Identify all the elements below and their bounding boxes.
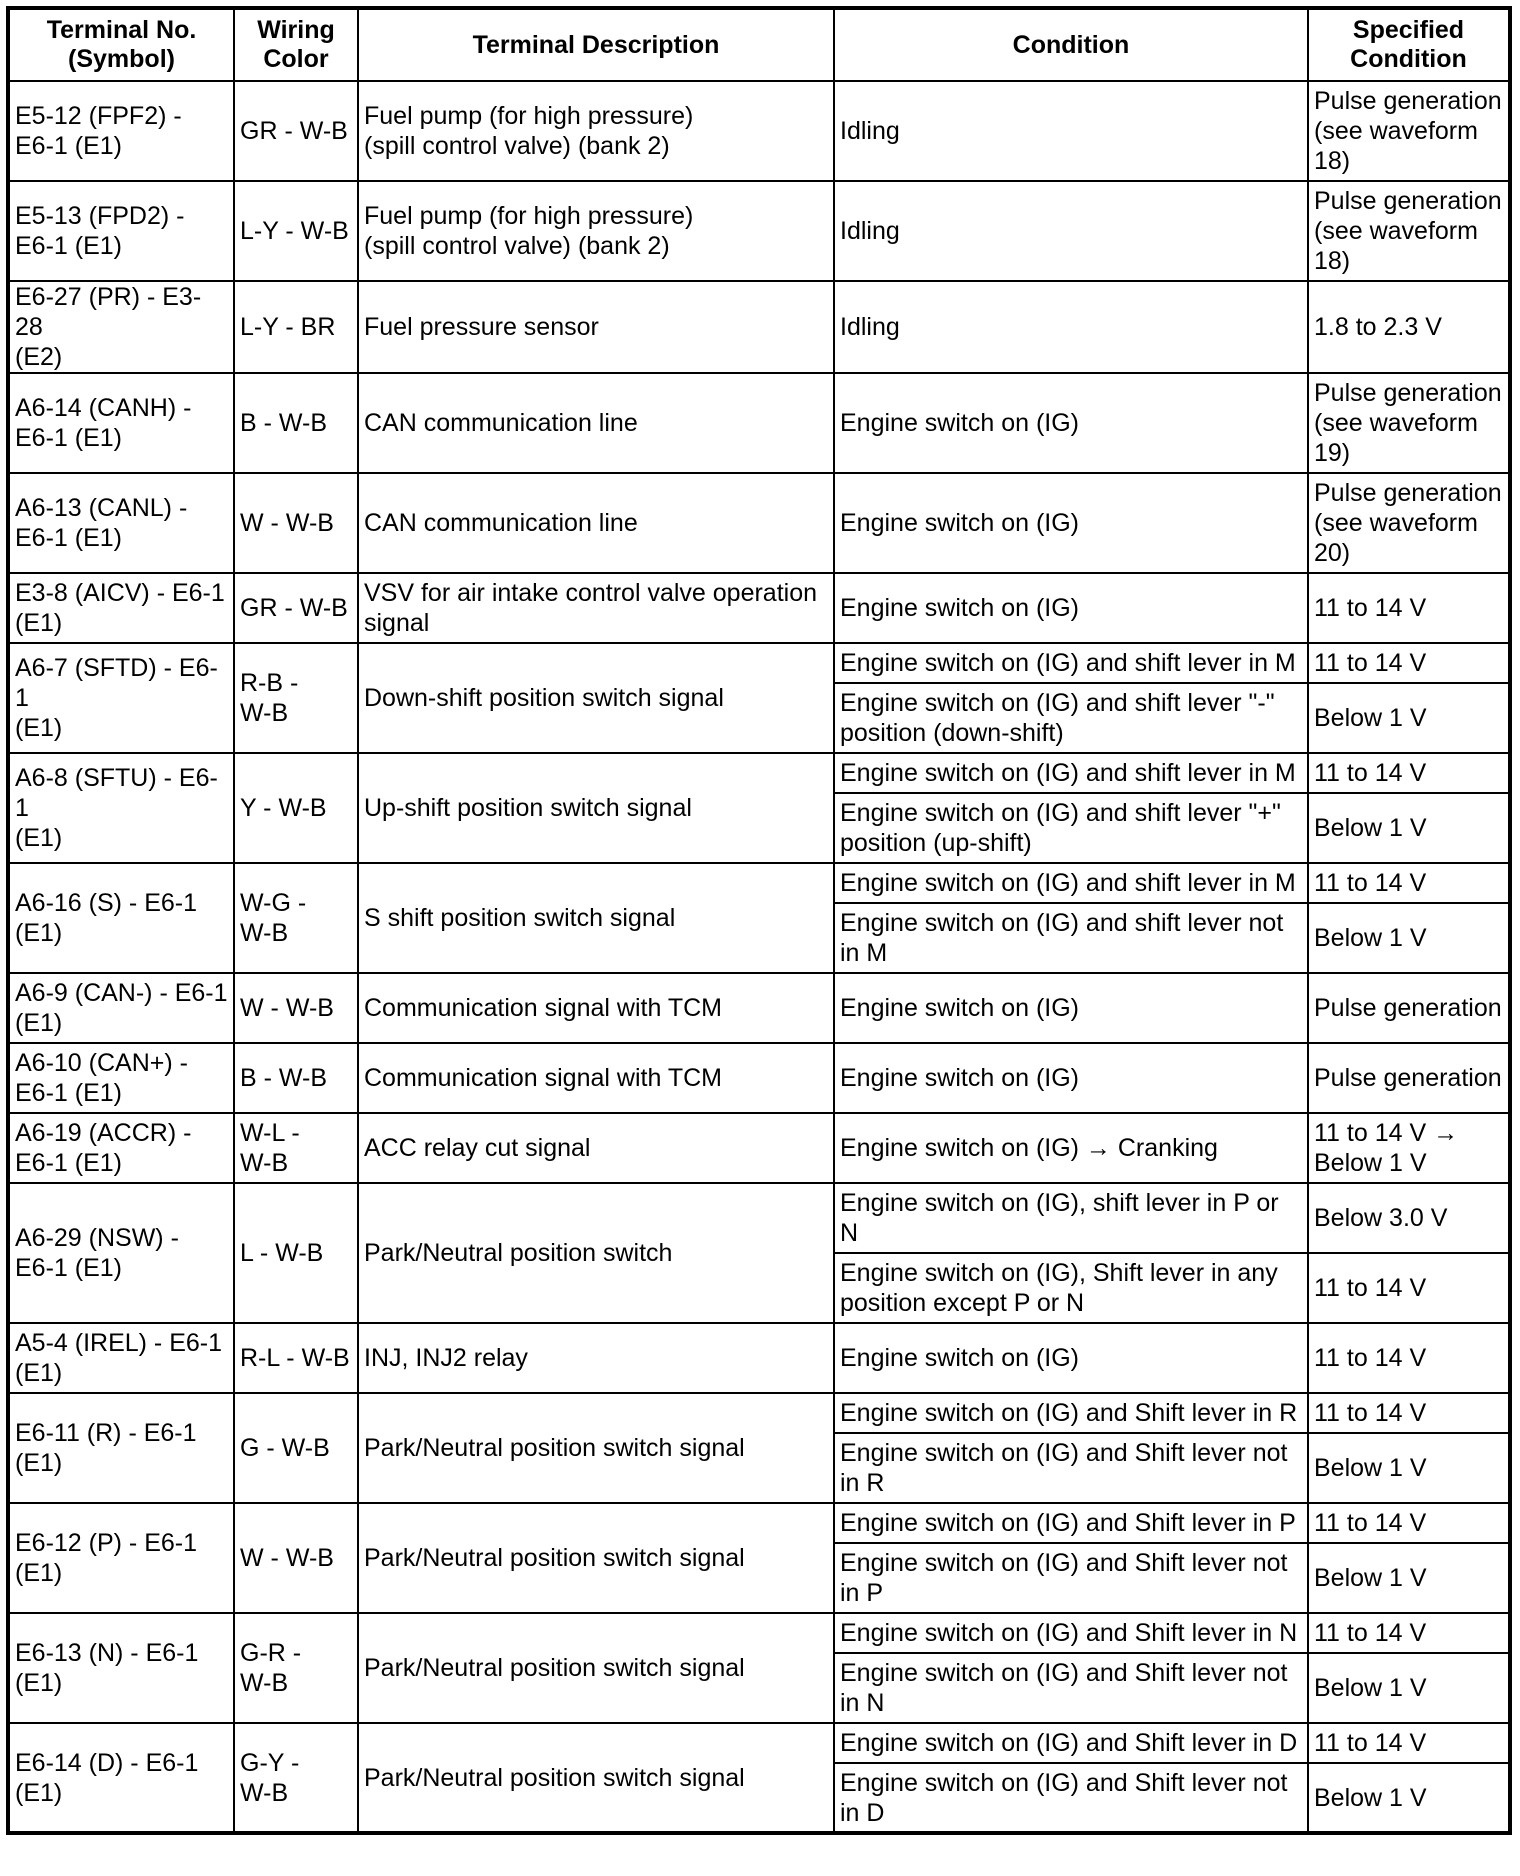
cell-terminal: A6-14 (CANH) - E6-1 (E1) xyxy=(8,373,234,473)
cell-description: Fuel pressure sensor xyxy=(358,281,834,373)
table-row xyxy=(8,573,1510,643)
cell-spec: Below 1 V xyxy=(1308,903,1510,973)
cell-condition: Engine switch on (IG) xyxy=(834,1043,1308,1113)
cell-terminal: E6-14 (D) - E6-1 (E1) xyxy=(8,1723,234,1833)
cell-condition: Engine switch on (IG) and Shift lever in D xyxy=(834,1723,1308,1763)
cell-spec: Below 1 V xyxy=(1308,1653,1510,1723)
cell-description: Park/Neutral position switch signal xyxy=(358,1613,834,1723)
cell-terminal: A6-9 (CAN-) - E6-1 (E1) xyxy=(8,973,234,1043)
cell-spec: Pulse generation (see waveform 18) xyxy=(1308,81,1510,181)
cell-spec: Below 1 V xyxy=(1308,1543,1510,1613)
cell-condition: Engine switch on (IG) and Shift lever in P xyxy=(834,1503,1308,1543)
cell-color: W - W-B xyxy=(234,473,358,573)
cell-condition: Engine switch on (IG) and shift lever "-" position (down-shift) xyxy=(834,683,1308,753)
cell-spec: Pulse generation (see waveform 18) xyxy=(1308,181,1510,281)
cell-condition: Engine switch on (IG) and Shift lever not in N xyxy=(834,1653,1308,1723)
cell-spec: 11 to 14 V xyxy=(1308,753,1510,793)
cell-terminal: E3-8 (AICV) - E6-1 (E1) xyxy=(8,573,234,643)
cell-terminal: A5-4 (IREL) - E6-1 (E1) xyxy=(8,1323,234,1393)
cell-spec: Pulse generation (see waveform 20) xyxy=(1308,473,1510,573)
table-row xyxy=(8,1503,1510,1543)
table-row xyxy=(8,81,1510,181)
cell-spec: Pulse generation (see waveform 19) xyxy=(1308,373,1510,473)
cell-color: G - W-B xyxy=(234,1393,358,1503)
table-row xyxy=(8,863,1510,903)
cell-description: Communication signal with TCM xyxy=(358,973,834,1043)
cell-color: L - W-B xyxy=(234,1183,358,1323)
cell-terminal: A6-29 (NSW) - E6-1 (E1) xyxy=(8,1183,234,1323)
cell-condition: Engine switch on (IG) xyxy=(834,573,1308,643)
cell-terminal: E6-27 (PR) - E3-28 (E2) xyxy=(8,281,234,373)
table-row xyxy=(8,753,1510,793)
cell-spec: Pulse generation xyxy=(1308,973,1510,1043)
cell-description: Park/Neutral position switch xyxy=(358,1183,834,1323)
cell-spec: 11 to 14 V → Below 1 V xyxy=(1308,1113,1510,1183)
cell-description: Up-shift position switch signal xyxy=(358,753,834,863)
cell-spec: 11 to 14 V xyxy=(1308,1723,1510,1763)
cell-description: CAN communication line xyxy=(358,473,834,573)
header-description: Terminal Description xyxy=(358,8,834,81)
cell-condition: Idling xyxy=(834,81,1308,181)
cell-spec: Below 1 V xyxy=(1308,1433,1510,1503)
cell-condition: Engine switch on (IG) and Shift lever in N xyxy=(834,1613,1308,1653)
cell-terminal: E5-12 (FPF2) - E6-1 (E1) xyxy=(8,81,234,181)
cell-terminal: E6-12 (P) - E6-1 (E1) xyxy=(8,1503,234,1613)
cell-terminal: A6-19 (ACCR) - E6-1 (E1) xyxy=(8,1113,234,1183)
cell-description: Fuel pump (for high pressure) (spill control valve) (bank 2) xyxy=(358,181,834,281)
header-specified: Specified Condition xyxy=(1308,8,1510,81)
table-row xyxy=(8,643,1510,683)
header-condition: Condition xyxy=(834,8,1308,81)
cell-description: ACC relay cut signal xyxy=(358,1113,834,1183)
cell-spec: 11 to 14 V xyxy=(1308,1253,1510,1323)
cell-color: GR - W-B xyxy=(234,81,358,181)
cell-condition: Engine switch on (IG) xyxy=(834,973,1308,1043)
cell-color: R-B - W-B xyxy=(234,643,358,753)
table-row xyxy=(8,373,1510,473)
cell-spec: Below 1 V xyxy=(1308,683,1510,753)
cell-color: Y - W-B xyxy=(234,753,358,863)
cell-spec: Below 1 V xyxy=(1308,1763,1510,1833)
cell-terminal: E6-13 (N) - E6-1 (E1) xyxy=(8,1613,234,1723)
header-terminal: Terminal No. (Symbol) xyxy=(8,8,234,81)
cell-description: VSV for air intake control valve operation signal xyxy=(358,573,834,643)
table-row xyxy=(8,1183,1510,1253)
cell-color: GR - W-B xyxy=(234,573,358,643)
cell-description: Park/Neutral position switch signal xyxy=(358,1393,834,1503)
cell-condition: Engine switch on (IG) xyxy=(834,373,1308,473)
header-row xyxy=(8,8,1510,81)
cell-description: Park/Neutral position switch signal xyxy=(358,1503,834,1613)
cell-condition: Engine switch on (IG) xyxy=(834,1323,1308,1393)
cell-color: B - W-B xyxy=(234,1043,358,1113)
cell-spec: Pulse generation xyxy=(1308,1043,1510,1113)
table-row xyxy=(8,1113,1510,1183)
cell-condition: Engine switch on (IG), shift lever in P or N xyxy=(834,1183,1308,1253)
cell-color: W-G - W-B xyxy=(234,863,358,973)
cell-terminal: A6-10 (CAN+) - E6-1 (E1) xyxy=(8,1043,234,1113)
cell-condition: Engine switch on (IG) and shift lever "+" position (up-shift) xyxy=(834,793,1308,863)
cell-terminal: E6-11 (R) - E6-1 (E1) xyxy=(8,1393,234,1503)
cell-terminal: E5-13 (FPD2) - E6-1 (E1) xyxy=(8,181,234,281)
cell-color: G-Y - W-B xyxy=(234,1723,358,1833)
cell-spec: 11 to 14 V xyxy=(1308,1503,1510,1543)
cell-condition: Engine switch on (IG) and Shift lever in R xyxy=(834,1393,1308,1433)
cell-condition: Engine switch on (IG) and Shift lever not in P xyxy=(834,1543,1308,1613)
cell-condition: Engine switch on (IG) and Shift lever not in D xyxy=(834,1763,1308,1833)
cell-spec: 11 to 14 V xyxy=(1308,643,1510,683)
cell-color: W - W-B xyxy=(234,1503,358,1613)
cell-spec: Below 1 V xyxy=(1308,793,1510,863)
cell-description: CAN communication line xyxy=(358,373,834,473)
cell-color: L-Y - W-B xyxy=(234,181,358,281)
cell-spec: 11 to 14 V xyxy=(1308,1393,1510,1433)
cell-color: W - W-B xyxy=(234,973,358,1043)
cell-spec: 11 to 14 V xyxy=(1308,573,1510,643)
cell-condition: Engine switch on (IG) and shift lever in M xyxy=(834,643,1308,683)
cell-condition: Engine switch on (IG) and shift lever not in M xyxy=(834,903,1308,973)
cell-description: Communication signal with TCM xyxy=(358,1043,834,1113)
cell-condition: Engine switch on (IG) and shift lever in M xyxy=(834,863,1308,903)
cell-condition: Idling xyxy=(834,181,1308,281)
cell-condition: Engine switch on (IG) and shift lever in M xyxy=(834,753,1308,793)
cell-color: G-R - W-B xyxy=(234,1613,358,1723)
cell-condition: Engine switch on (IG) → Cranking xyxy=(834,1113,1308,1183)
cell-condition: Engine switch on (IG) and Shift lever not in R xyxy=(834,1433,1308,1503)
table-row xyxy=(8,1393,1510,1433)
cell-description: Park/Neutral position switch signal xyxy=(358,1723,834,1833)
cell-spec: Below 3.0 V xyxy=(1308,1183,1510,1253)
cell-spec: 1.8 to 2.3 V xyxy=(1308,281,1510,373)
cell-color: B - W-B xyxy=(234,373,358,473)
cell-terminal: A6-16 (S) - E6-1 (E1) xyxy=(8,863,234,973)
table-row xyxy=(8,1323,1510,1393)
table-row xyxy=(8,973,1510,1043)
cell-spec: 11 to 14 V xyxy=(1308,1323,1510,1393)
table-row xyxy=(8,473,1510,573)
cell-condition: Idling xyxy=(834,281,1308,373)
cell-condition: Engine switch on (IG) xyxy=(834,473,1308,573)
header-wiring-color: Wiring Color xyxy=(234,8,358,81)
terminal-table xyxy=(6,6,1512,1835)
table-row xyxy=(8,1723,1510,1763)
cell-spec: 11 to 14 V xyxy=(1308,863,1510,903)
cell-description: INJ, INJ2 relay xyxy=(358,1323,834,1393)
cell-color: R-L - W-B xyxy=(234,1323,358,1393)
cell-terminal: A6-7 (SFTD) - E6-1 (E1) xyxy=(8,643,234,753)
cell-description: Down-shift position switch signal xyxy=(358,643,834,753)
table-row xyxy=(8,181,1510,281)
cell-condition: Engine switch on (IG), Shift lever in any position except P or N xyxy=(834,1253,1308,1323)
cell-spec: 11 to 14 V xyxy=(1308,1613,1510,1653)
table-row xyxy=(8,1043,1510,1113)
cell-color: W-L - W-B xyxy=(234,1113,358,1183)
cell-description: S shift position switch signal xyxy=(358,863,834,973)
table-row xyxy=(8,1613,1510,1653)
cell-description: Fuel pump (for high pressure) (spill control valve) (bank 2) xyxy=(358,81,834,181)
table-row xyxy=(8,281,1510,373)
cell-terminal: A6-8 (SFTU) - E6-1 (E1) xyxy=(8,753,234,863)
cell-terminal: A6-13 (CANL) - E6-1 (E1) xyxy=(8,473,234,573)
cell-color: L-Y - BR xyxy=(234,281,358,373)
